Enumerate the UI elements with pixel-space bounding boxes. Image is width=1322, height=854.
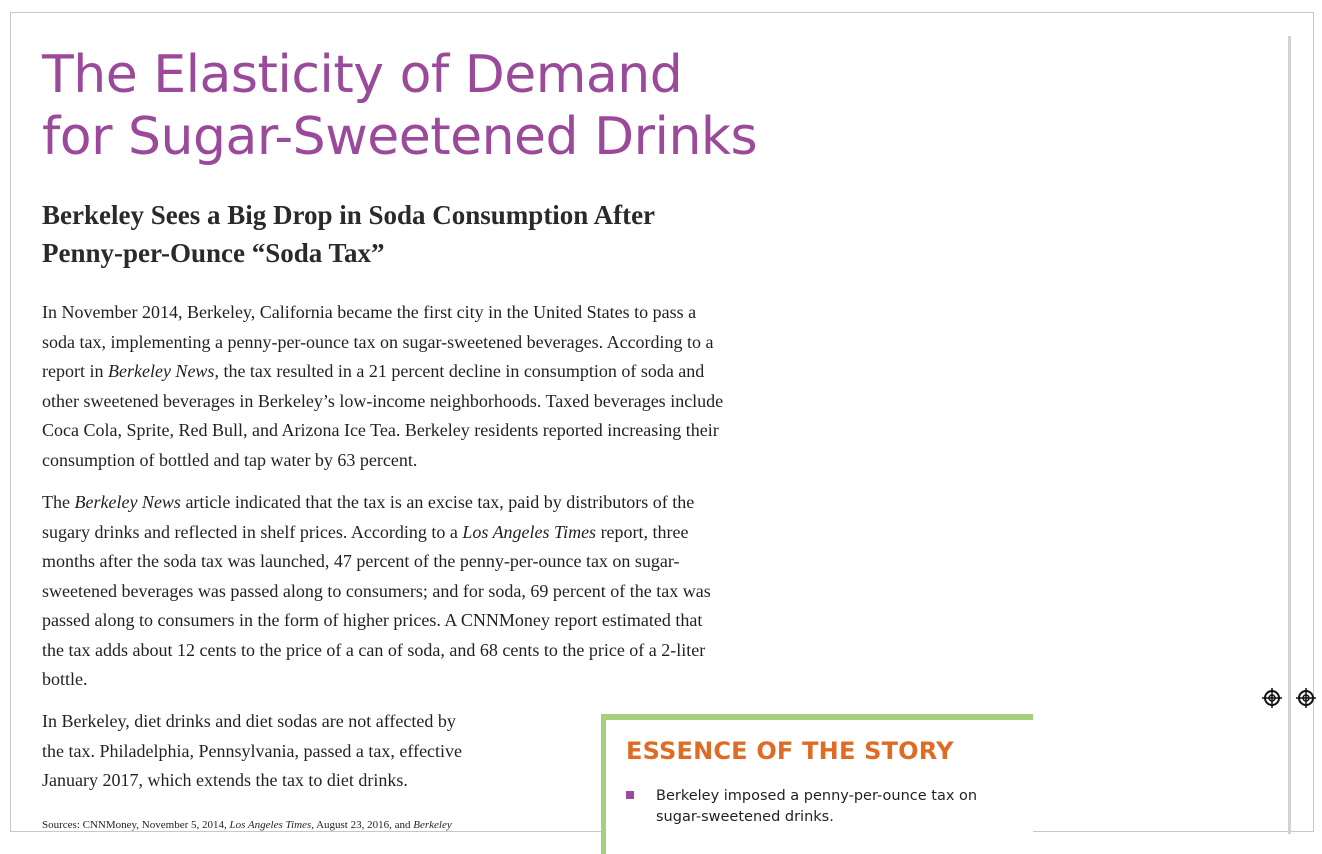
publication-name: Los Angeles Times xyxy=(462,521,597,542)
text-line: report in Berkeley News, the tax resulted in a 21 percent decline in consumption of soda and xyxy=(42,361,705,381)
text-line: consumption of bottled and tap water by 63 percent. xyxy=(42,449,418,470)
publication-name: Berkeley News xyxy=(74,492,181,512)
text-line: January 2017, which extends the tax to diet drinks. xyxy=(42,770,408,790)
essence-bullet-item xyxy=(626,786,1026,828)
text-line: sweetened beverages was passed along to consumers; and for soda, 69 percent of the tax was xyxy=(42,580,711,601)
headline-line-2: Penny-per-Ounce “Soda Tax” xyxy=(42,238,385,268)
text-line: In November 2014, Berkeley, California became the first city in the United States to pass a xyxy=(42,302,697,322)
essence-of-the-story-box xyxy=(601,714,1033,854)
headline-line-1: Berkeley Sees a Big Drop in Soda Consumption After xyxy=(42,200,656,230)
essence-bullet-text: Berkeley imposed a penny-per-ounce tax on sugar-sweetened drinks. xyxy=(656,788,978,825)
body-paragraph-1 xyxy=(42,298,723,475)
body-paragraph-3 xyxy=(42,707,462,796)
crosshair-target-icon[interactable] xyxy=(1296,688,1316,708)
sources-note: Sources: CNNMoney, November 5, 2014, Los Angeles Times, August 23, 2016, and Berkeley xyxy=(42,819,452,831)
title-line-1: The Elasticity of Demand xyxy=(42,45,683,105)
text-line: passed along to consumers in the form of higher prices. A CNNMoney report estimated that xyxy=(42,610,703,630)
text-line: Coca Cola, Sprite, Red Bull, and Arizona Ice Tea. Berkeley residents reported increasing their xyxy=(42,420,719,440)
crosshair-target-icon[interactable] xyxy=(1262,688,1282,708)
text-line: soda tax, implementing a penny-per-ounce tax on sugar-sweetened beverages. According to a xyxy=(42,331,714,352)
square-bullet-icon xyxy=(626,791,634,799)
title-line-2: for Sugar-Sweetened Drinks xyxy=(42,107,758,167)
page-edge-divider xyxy=(1288,36,1291,834)
text-line: sugary drinks and reflected in shelf prices. According to a Los Angeles Times report, three xyxy=(42,521,689,542)
body-paragraph-2 xyxy=(42,488,711,695)
text-line: the tax. Philadelphia, Pennsylvania, passed a tax, effective xyxy=(42,740,463,761)
text-line: The Berkeley News article indicated that the tax is an excise tax, paid by distributors of the xyxy=(42,492,695,512)
text-line: In Berkeley, diet drinks and diet sodas are not affected by xyxy=(42,711,456,731)
essence-heading: ESSENCE OF THE STORY xyxy=(626,737,954,765)
text-line: the tax adds about 12 cents to the price of a can of soda, and 68 cents to the price of a 2-liter xyxy=(42,639,706,660)
text-line: bottle. xyxy=(42,669,88,689)
article-headline xyxy=(42,196,862,272)
text-line: other sweetened beverages in Berkeley’s low-income neighborhoods. Taxed beverages include xyxy=(42,390,724,411)
text-line: months after the soda tax was launched, 47 percent of the penny-per-ounce tax on sugar- xyxy=(42,551,680,571)
article-title xyxy=(42,44,757,168)
publication-name: Berkeley News xyxy=(107,361,215,381)
